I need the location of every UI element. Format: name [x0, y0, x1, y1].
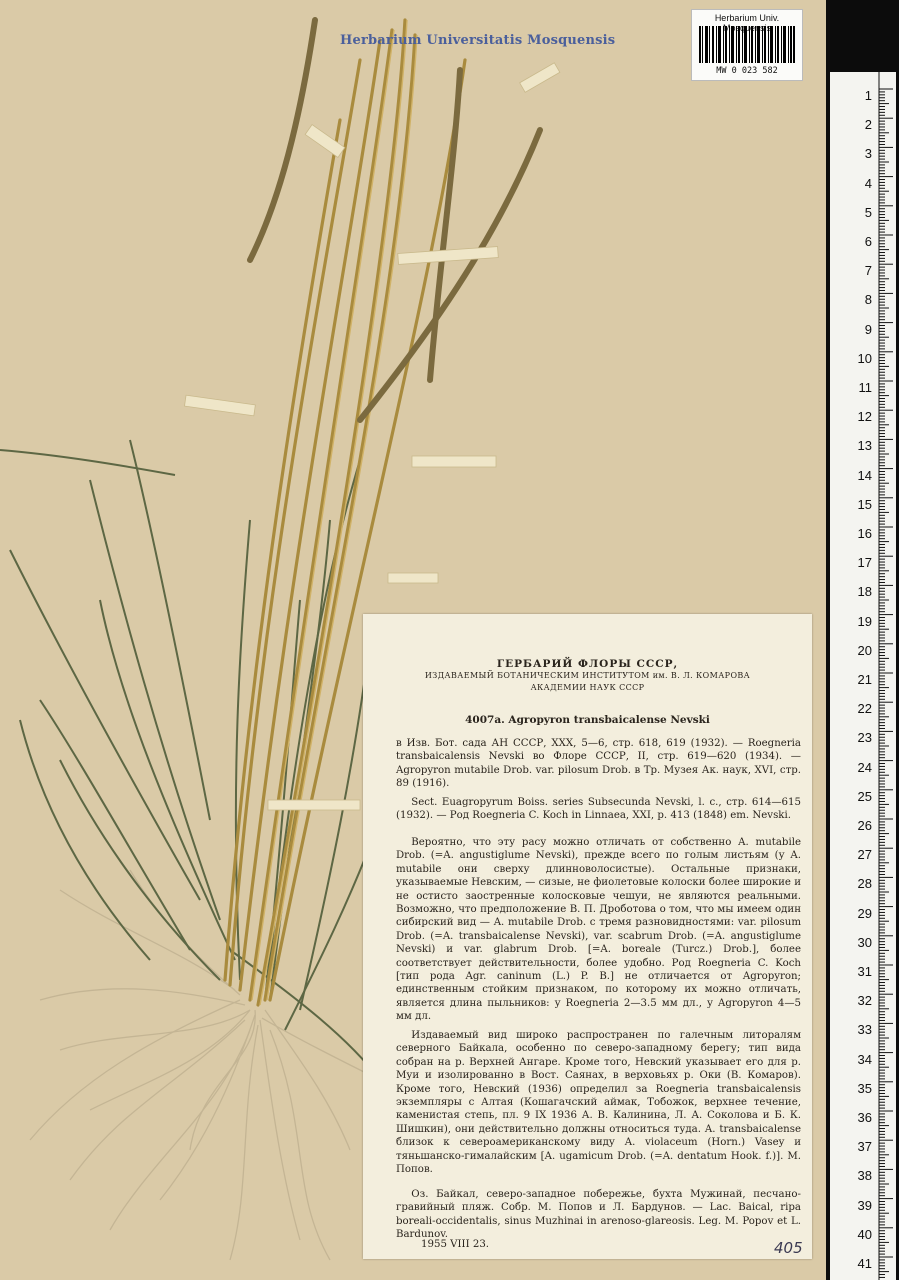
ruler-number: 1	[864, 88, 872, 103]
label-publisher: ИЗДАВАЕМЫЙ БОТАНИЧЕСКИМ ИНСТИТУТОМ им. В. Л. КОМАРОВА	[424, 671, 751, 680]
ruler-number: 16	[857, 526, 872, 541]
barcode-number: MW 0 023 582	[716, 66, 778, 76]
ruler-number: 20	[857, 642, 872, 658]
label-header: ГЕРБАРИЙ ФЛОРЫ СССР,	[496, 658, 679, 670]
ruler-number: 10	[857, 350, 872, 366]
ruler-number: 14	[857, 467, 872, 483]
ruler-number: 29	[857, 905, 872, 921]
species-title: 4007a. Agropyron transbaicalense Nevski	[465, 714, 710, 726]
measurement-ruler	[830, 72, 896, 1280]
label-notes-text: Вероятно, что эту расу можно отличать от собственно A. mutabile Drob. (=A. angustiglume Nevski), прежде всего по голым листьям (у A. mutabile они сверху длинноволосистые). Остальные признаки, указываемые Невским, — сизые, не фиолетовые колоски более широкие и не остисто заостренные колосковые чешуи, не являются реальными. Возможно, что предположение В. П. Дроботова о том, что мы имеем один сибирский вид — A. mutabile Drob. с тремя разновидностями: var. pilosum Drob. (=A. transbaicalense Nevski), var. scabrum Drob. (=A. angustiglume Nevski) и var. glabrum Drob. [=A. boreale (Turcz.) Drob.], более соответствует действительности, более удобно. Род Roegneria C. Koch [тип рода Agr. caninum (L.) P. B.] не отличается от Agropyron; единственным стойким признаком, по которому их можно отличать, является длина пыльников: у Roegneria 2—3.5 мм дл., у Agropyron 4—5 мм дл.	[396, 837, 801, 1023]
sheet-number: 405	[774, 1239, 803, 1257]
ruler-number: 15	[857, 496, 872, 512]
ruler-number: 17	[857, 555, 872, 571]
ruler-number: 40	[857, 1226, 872, 1242]
ruler-number: 31	[857, 964, 872, 979]
ruler-number: 32	[857, 993, 872, 1009]
ruler-number: 38	[857, 1168, 872, 1184]
ruler-number: 37	[857, 1139, 872, 1155]
specimen-label	[363, 614, 812, 1259]
barcode-bars	[699, 26, 795, 63]
ruler-number: 39	[857, 1197, 872, 1213]
ruler-number: 4	[864, 175, 872, 191]
ruler-number: 33	[857, 1022, 872, 1038]
label-reference-text: в Изв. Бот. сада АН СССР, XXX, 5—6, стр. 618, 619 (1932). — Roegneria transbaicalensis Nevski во Флоре СССР, II, стр. 619—620 (1934). — Agropyron mutabile Drob. var. pilosum Drob. в Тр. Музея Ак. наук, XVI, стр. 89 (1916).	[396, 738, 801, 790]
ruler-number: 11	[858, 380, 872, 395]
ruler-number: 26	[857, 818, 872, 833]
ruler-number: 27	[857, 847, 872, 863]
ruler-number: 36	[857, 1110, 872, 1125]
ruler-number: 21	[857, 672, 872, 687]
roots	[30, 870, 380, 1260]
ruler-number: 13	[857, 438, 872, 454]
ruler-number: 28	[857, 876, 872, 892]
ruler-number: 35	[857, 1080, 872, 1096]
ruler-number: 6	[864, 234, 872, 249]
ruler-number: 7	[864, 263, 872, 279]
ruler-number: 19	[857, 613, 872, 629]
label-section-text: Sect. Euagropyrum Boiss. series Subsecunda Nevski, l. c., стр. 614—615 (1932). — Род Roegneria C. Koch in Linnaea, XXI, p. 413 (1848) em. Nevski.	[396, 797, 801, 822]
collection-date: 1955 VIII 23.	[421, 1239, 490, 1250]
label-academy: АКАДЕМИИ НАУК СССР	[530, 683, 645, 692]
ruler-number: 9	[864, 321, 872, 337]
ruler-number: 12	[857, 409, 872, 425]
ruler-number: 2	[864, 117, 872, 133]
ruler-number: 34	[857, 1051, 872, 1067]
ruler-number: 24	[857, 759, 872, 775]
ruler-number: 8	[864, 292, 872, 308]
ruler-number: 18	[857, 584, 872, 600]
ruler-number: 23	[857, 730, 872, 746]
barcode-title: Herbarium Univ.	[714, 13, 780, 23]
ruler-number: 30	[857, 934, 872, 950]
label-locality-text: Оз. Байкал, северо-западное побережье, бухта Мужинай, песчано-гравийный пляж. Собр. М. Попов и Л. Бардунов. — Lac. Baical, ripa boreali-occidentalis, sinus Muzhinai in arenoso-glareosis. Leg. M. Popov et L. Bardunov.	[396, 1189, 801, 1241]
label-distribution-text: Издаваемый вид широко распространен по галечным литоралям северного Байкала, особенно по северо-западному берегу; тип вида собран на р. Верхней Ангаре. Кроме того, Невский указывает его для р. Муи и изолированно в Вост. Саянах, в верховьях р. Оки (В. Комаров). Кроме того, Невский (1936) определил за Roegneria transbaicalensis экземпляры с Алтая (Кошагачский аймак, Тобожок, верхнее течение, каменистая степь, пл. 9 IX 1936 А. В. Калинина, Л. А. Соколова и Б. К. Шишкин), они действительно должны относиться туда. A. transbaicalense близок к североамериканскому виду A. violaceum (Horn.) Vasey и тяньшанско-гималайским [A. ugamicum Drob. (=A. dentatum Hook. f.)]. М. Попов.	[396, 1030, 801, 1176]
ruler-number: 25	[857, 788, 872, 804]
ruler-number: 5	[864, 204, 872, 220]
ruler-number: 3	[864, 146, 872, 162]
ruler-number: 22	[857, 701, 872, 717]
herbarium-stamp: Herbarium Universitatis Mosquensis	[340, 33, 616, 48]
dark-leaves	[0, 440, 380, 1080]
barcode-label	[691, 9, 803, 81]
ruler-number: 41	[857, 1256, 872, 1271]
